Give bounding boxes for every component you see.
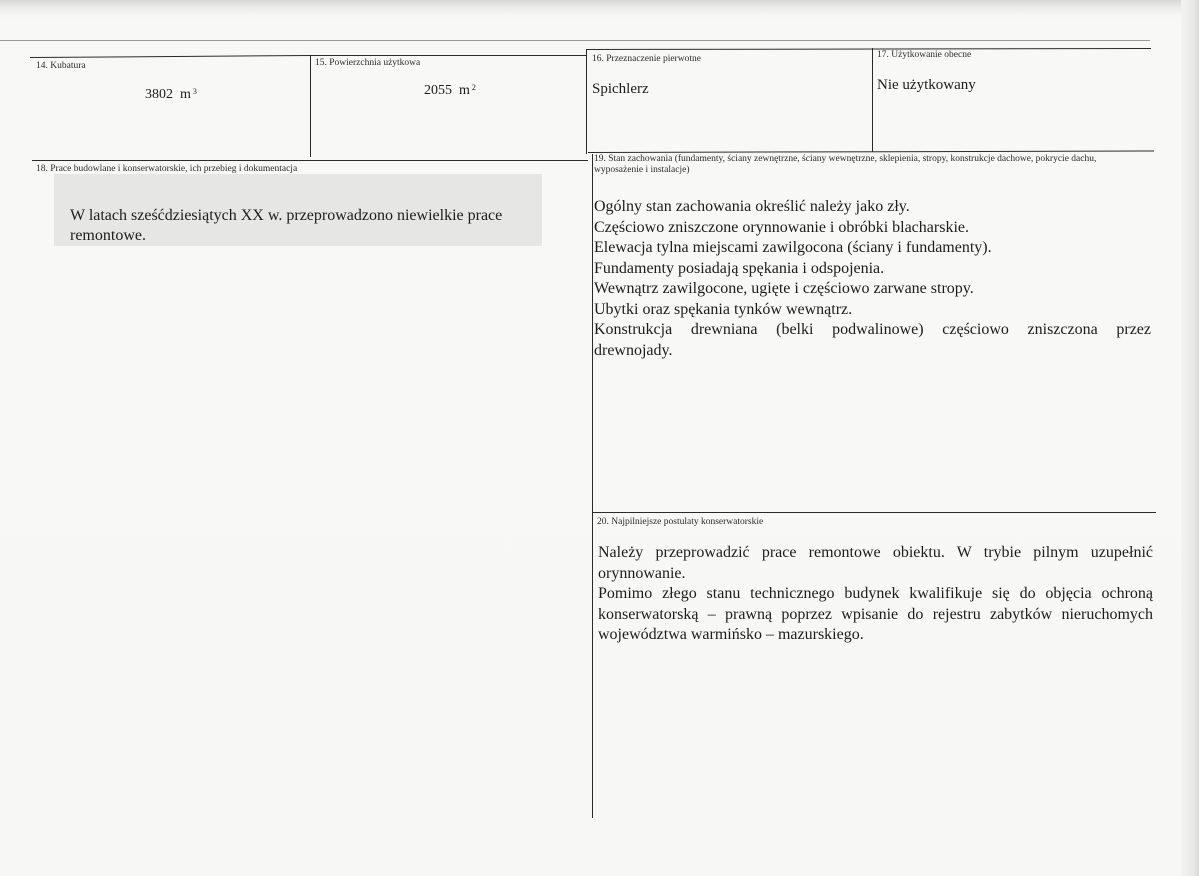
field-19-line: Ubytki oraz spękania tynków wewnątrz.: [594, 300, 853, 318]
field-17-value: Nie użytkowany: [877, 77, 976, 93]
row3-top-line: [593, 512, 1156, 513]
row1-top-line-b: [310, 55, 586, 56]
row1-top-line: [30, 55, 310, 58]
col-divider-16-17: [872, 48, 873, 152]
field-18-line: remontowe.: [70, 227, 146, 244]
field-15-value: [424, 82, 476, 100]
field-19-line: Wewnątrz zawilgocone, ugięte i częściowo zarwane stropy.: [594, 280, 974, 297]
field-19-line: Elewacja tylna miejscami zawilgocona (ściany i fundamenty).: [594, 239, 992, 256]
kubatura-unit-exponent: 3: [192, 87, 197, 96]
field-16-label: 16. Przeznaczenie pierwotne: [592, 54, 701, 64]
field-18-text: [70, 206, 540, 246]
field-18-line: W latach sześćdziesiątych XX w. przeprowadzono niewielkie prace: [70, 207, 503, 224]
field-20-line: Należy przeprowadzić prace remontowe obiektu. W trybie pilnym uzupełnić: [598, 544, 1153, 561]
top-rule: [0, 40, 1150, 41]
powierzchnia-unit-exponent: 2: [471, 83, 476, 92]
field-17-label: 17. Użytkowanie obecne: [877, 50, 972, 60]
scan-top-shadow: [0, 0, 1199, 14]
row2-top-line-right: [588, 151, 1154, 153]
field-18-label: 18. Prace budowlane i konserwatorskie, ich przebieg i dokumentacja: [36, 164, 298, 174]
field-20-line: orynnowanie.: [598, 564, 686, 582]
field-19-line: drewnojady.: [594, 341, 673, 359]
kubatura-unit: m: [180, 87, 191, 102]
field-20-text: [598, 543, 1153, 646]
field-19-line: Konstrukcja drewniana (belki podwalinowe) częściowo zniszczona przez: [594, 321, 1151, 338]
kubatura-number: 3802: [145, 87, 173, 102]
field-20-line: województwa warmińsko – mazurskiego.: [598, 626, 864, 643]
scan-right-edge: [1181, 0, 1199, 876]
field-16-value: Spichlerz: [592, 81, 649, 97]
field-20-line: Pomimo złego stanu technicznego budynek kwalifikuje się do objęcia ochroną: [598, 585, 1153, 602]
field-20-line: konserwatorską – prawną poprzez wpisanie do rejestru zabytków nieruchomych: [598, 605, 1153, 623]
field-14-value: [145, 86, 197, 104]
col-divider-15-16: [586, 50, 587, 154]
powierzchnia-number: 2055: [424, 83, 452, 98]
field-19-label: 19. Stan zachowania (fundamenty, ściany zewnętrzne, ściany wewnętrzne, sklepienia, stropy, konstrukcje dachowe, pokrycie dachu, wyposażenie i instalacje): [594, 154, 1097, 175]
field-14-label: 14. Kubatura: [36, 61, 86, 71]
field-19-line: Fundamenty posiadają spękania i odspojenia.: [594, 259, 885, 277]
field-15-label: 15. Powierzchnia użytkowa: [315, 58, 421, 68]
field-20-label: 20. Najpilniejsze postulaty konserwatorskie: [597, 517, 764, 527]
field-19-text: [594, 197, 1151, 361]
row1-top-line-c: [586, 48, 1151, 50]
powierzchnia-unit: m: [459, 83, 470, 98]
field-19-line: Ogólny stan zachowania określić należy jako zły.: [594, 198, 910, 215]
row2-top-line-left: [32, 160, 588, 161]
col-divider-14-15: [310, 55, 311, 157]
field-19-line: Częściowo zniszczone orynnowanie i obróbki blacharskie.: [594, 218, 969, 236]
col-divider-18-19: [592, 154, 593, 818]
